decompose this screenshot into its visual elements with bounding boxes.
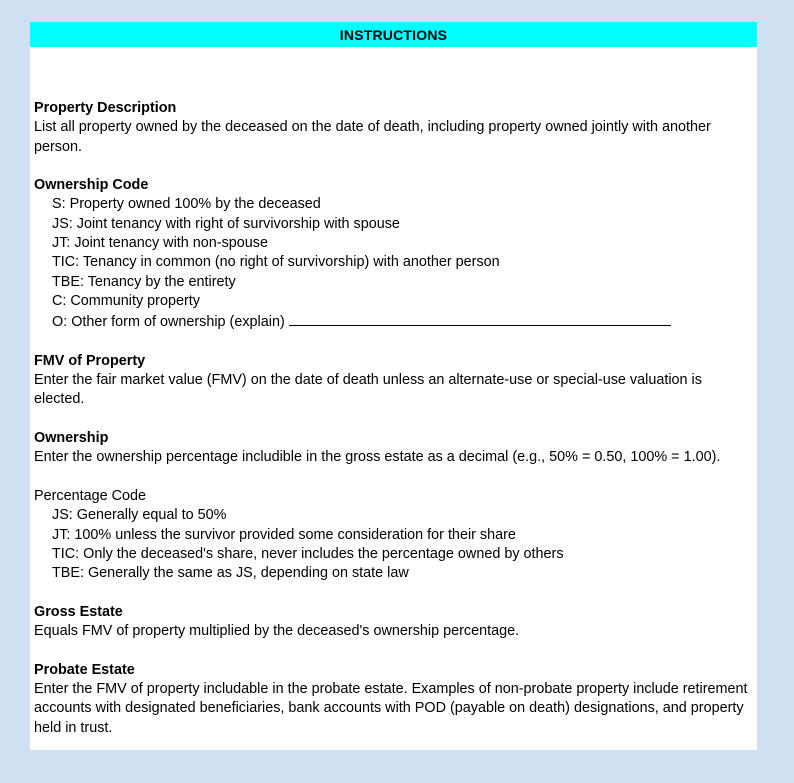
- property-description-heading: Property Description: [34, 100, 177, 116]
- ownership-code-item: JT: Joint tenancy with non-spouse: [52, 235, 268, 252]
- section-ownership-code: [34, 176, 753, 332]
- probate-estate-heading: Probate Estate: [34, 661, 135, 678]
- instructions-content: [30, 47, 757, 738]
- section-percentage-code: [34, 487, 753, 583]
- ownership-code-item: C: Community property: [52, 292, 200, 309]
- ownership-code-other-label: O: Other form of ownership (explain): [52, 314, 285, 331]
- ownership-code-item: JS: Joint tenancy with right of survivorship with spouse: [52, 215, 400, 232]
- section-gross-estate: [34, 603, 753, 642]
- percentage-code-item: TIC: Only the deceased's share, never includes the percentage owned by others: [52, 545, 564, 562]
- ownership-code-item: TIC: Tenancy in common (no right of survivorship) with another person: [52, 254, 500, 271]
- header-title: INSTRUCTIONS: [339, 26, 448, 43]
- fmv-heading: FMV of Property: [34, 352, 146, 369]
- gross-estate-heading: Gross Estate: [34, 603, 123, 620]
- instructions-sheet: [30, 22, 757, 750]
- ownership-body: Enter the ownership percentage includible in the gross estate as a decimal (e.g., 50% = 0.50, 100% = 1.00).: [34, 449, 721, 466]
- probate-estate-body: Enter the FMV of property includable in the probate estate. Examples of non-probate property include retirement accounts with designated beneficiaries, bank accounts with POD (payable on death) designations, and property held in trust.: [34, 680, 748, 736]
- section-ownership: [34, 429, 753, 468]
- fmv-body: Enter the fair market value (FMV) on the date of death unless an alternate-use or special-use valuation is elected.: [34, 372, 702, 408]
- property-description-body: List all property owned by the deceased on the date of death, including property owned jointly with another person.: [34, 119, 711, 155]
- percentage-code-heading: Percentage Code: [34, 487, 147, 504]
- instructions-header: [30, 22, 757, 47]
- gross-estate-body: Equals FMV of property multiplied by the deceased's ownership percentage.: [34, 623, 520, 640]
- ownership-code-item: TBE: Tenancy by the entirety: [52, 273, 236, 290]
- section-property-description: [34, 99, 753, 157]
- ownership-code-item-other: [34, 311, 753, 332]
- ownership-code-heading: Ownership Code: [34, 177, 149, 194]
- ownership-code-item: S: Property owned 100% by the deceased: [52, 196, 321, 213]
- explain-blank-line[interactable]: [289, 311, 671, 326]
- percentage-code-item: JS: Generally equal to 50%: [52, 507, 227, 524]
- percentage-code-item: TBE: Generally the same as JS, depending on state law: [52, 565, 409, 582]
- section-fmv-of-property: [34, 352, 753, 410]
- percentage-code-item: JT: 100% unless the survivor provided some consideration for their share: [52, 526, 516, 543]
- ownership-heading: Ownership: [34, 430, 109, 447]
- section-probate-estate: [34, 661, 753, 738]
